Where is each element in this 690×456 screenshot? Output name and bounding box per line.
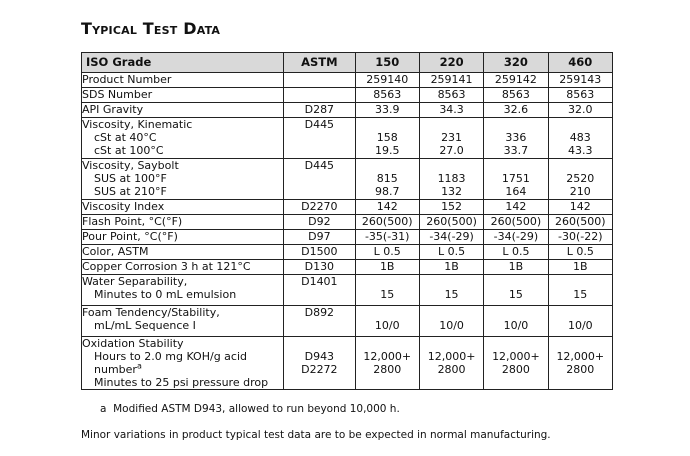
value-cell: 483 43.3: [548, 118, 612, 159]
astm-method: D92: [284, 215, 355, 230]
row-label: [82, 337, 284, 390]
value-cell: 158 19.5: [355, 118, 419, 159]
table-row: [82, 245, 613, 260]
value-cell: 260(500): [355, 215, 419, 230]
value-cell: 10/0: [484, 306, 548, 337]
value-cell: -35(-31): [355, 230, 419, 245]
table-row: [82, 159, 613, 200]
value-cell: 15: [419, 275, 483, 306]
value-cell: 34.3: [419, 103, 483, 118]
value-cell: 231 27.0: [419, 118, 483, 159]
value-cell: 1751 164: [484, 159, 548, 200]
row-label: SDS Number: [82, 88, 284, 103]
value-cell: 15: [355, 275, 419, 306]
value-cell: 142: [548, 200, 612, 215]
row-label: [82, 159, 284, 200]
row-sublabel: SUS at 100°F: [94, 172, 167, 185]
value-cell: 12,000+ 2800: [419, 337, 483, 390]
header-grade-220: 220: [419, 53, 483, 73]
astm-method: D445: [284, 159, 355, 200]
astm-method: D287: [284, 103, 355, 118]
value-cell: 8563: [355, 88, 419, 103]
value-cell: L 0.5: [484, 245, 548, 260]
value-cell: 15: [548, 275, 612, 306]
value-cell: 12,000+ 2800: [355, 337, 419, 390]
row-label-main: Oxidation Stability: [82, 337, 184, 350]
value-cell: 32.6: [484, 103, 548, 118]
value-cell: 33.9: [355, 103, 419, 118]
value-cell: -30(-22): [548, 230, 612, 245]
section-title: Typical Test Data: [81, 19, 221, 38]
table-row: [82, 73, 613, 88]
table-header-row: [82, 53, 613, 73]
value-cell: 259140: [355, 73, 419, 88]
row-label: [82, 275, 284, 306]
header-iso-grade: ISO Grade: [82, 53, 284, 73]
row-label: Color, ASTM: [82, 245, 284, 260]
table-row: [82, 230, 613, 245]
row-label: API Gravity: [82, 103, 284, 118]
astm-method: D892: [284, 306, 355, 337]
value-cell: 8563: [548, 88, 612, 103]
value-cell: -34(-29): [484, 230, 548, 245]
value-cell: L 0.5: [548, 245, 612, 260]
value-cell: 1B: [419, 260, 483, 275]
footnote-marker: a: [136, 361, 142, 371]
astm-method: D130: [284, 260, 355, 275]
row-label-main: Viscosity, Kinematic: [82, 118, 193, 131]
astm-method: [284, 88, 355, 103]
table-row: [82, 306, 613, 337]
footnote-text: Modified ASTM D943, allowed to run beyond 10,000 h.: [113, 403, 400, 415]
value-cell: 32.0: [548, 103, 612, 118]
row-sublabel: cSt at 40°C: [94, 131, 157, 144]
value-cell: 15: [484, 275, 548, 306]
table-row: [82, 103, 613, 118]
row-label-main: Viscosity, Saybolt: [82, 159, 179, 172]
value-cell: 142: [484, 200, 548, 215]
table-row: [82, 118, 613, 159]
footnote: [100, 403, 400, 415]
table-row: [82, 337, 613, 390]
row-sublabel: SUS at 210°F: [94, 185, 167, 198]
row-label-main: Foam Tendency/Stability,: [82, 306, 220, 319]
header-grade-150: 150: [355, 53, 419, 73]
value-cell: 8563: [484, 88, 548, 103]
value-cell: 259142: [484, 73, 548, 88]
header-grade-460: 460: [548, 53, 612, 73]
value-cell: 815 98.7: [355, 159, 419, 200]
typical-test-data-table: [81, 52, 613, 390]
disclaimer-note: Minor variations in product typical test data are to be expected in normal manufacturing.: [81, 429, 551, 441]
value-cell: 152: [419, 200, 483, 215]
row-label: [82, 118, 284, 159]
astm-method: D445: [284, 118, 355, 159]
astm-method: D97: [284, 230, 355, 245]
value-cell: 12,000+ 2800: [484, 337, 548, 390]
table-row: [82, 215, 613, 230]
value-cell: 8563: [419, 88, 483, 103]
table-row: [82, 88, 613, 103]
row-sublabel: cSt at 100°C: [94, 144, 164, 157]
row-label: Viscosity Index: [82, 200, 284, 215]
table-row: [82, 200, 613, 215]
row-label-main: Water Separability,: [82, 275, 188, 288]
header-astm: ASTM: [284, 53, 355, 73]
row-sublabel: Hours to 2.0 mg KOH/g acid number$^a$: [94, 350, 248, 376]
astm-method: D1401: [284, 275, 355, 306]
value-cell: 12,000+ 2800: [548, 337, 612, 390]
value-cell: 260(500): [484, 215, 548, 230]
row-sublabel: mL/mL Sequence I: [94, 319, 196, 332]
astm-method: D1500: [284, 245, 355, 260]
value-cell: 259141: [419, 73, 483, 88]
header-grade-320: 320: [484, 53, 548, 73]
value-cell: 260(500): [548, 215, 612, 230]
value-cell: L 0.5: [355, 245, 419, 260]
value-cell: -34(-29): [419, 230, 483, 245]
value-cell: 1B: [484, 260, 548, 275]
table-row: [82, 275, 613, 306]
astm-method: D943 D2272: [284, 337, 355, 390]
footnote-marker: a: [100, 403, 107, 415]
value-cell: 1B: [548, 260, 612, 275]
row-sublabel: Minutes to 0 mL emulsion: [94, 288, 237, 301]
value-cell: 336 33.7: [484, 118, 548, 159]
astm-method: [284, 73, 355, 88]
row-label: Copper Corrosion 3 h at 121°C: [82, 260, 284, 275]
value-cell: 10/0: [419, 306, 483, 337]
value-cell: 10/0: [548, 306, 612, 337]
value-cell: 2520 210: [548, 159, 612, 200]
value-cell: 1183 132: [419, 159, 483, 200]
value-cell: 142: [355, 200, 419, 215]
row-label: Pour Point, °C(°F): [82, 230, 284, 245]
astm-method: D2270: [284, 200, 355, 215]
value-cell: 10/0: [355, 306, 419, 337]
row-label: Flash Point, °C(°F): [82, 215, 284, 230]
row-sublabel: Minutes to 25 psi pressure drop: [94, 376, 269, 389]
value-cell: 259143: [548, 73, 612, 88]
row-label: Product Number: [82, 73, 284, 88]
row-label: [82, 306, 284, 337]
table-row: [82, 260, 613, 275]
value-cell: 260(500): [419, 215, 483, 230]
value-cell: 1B: [355, 260, 419, 275]
value-cell: L 0.5: [419, 245, 483, 260]
